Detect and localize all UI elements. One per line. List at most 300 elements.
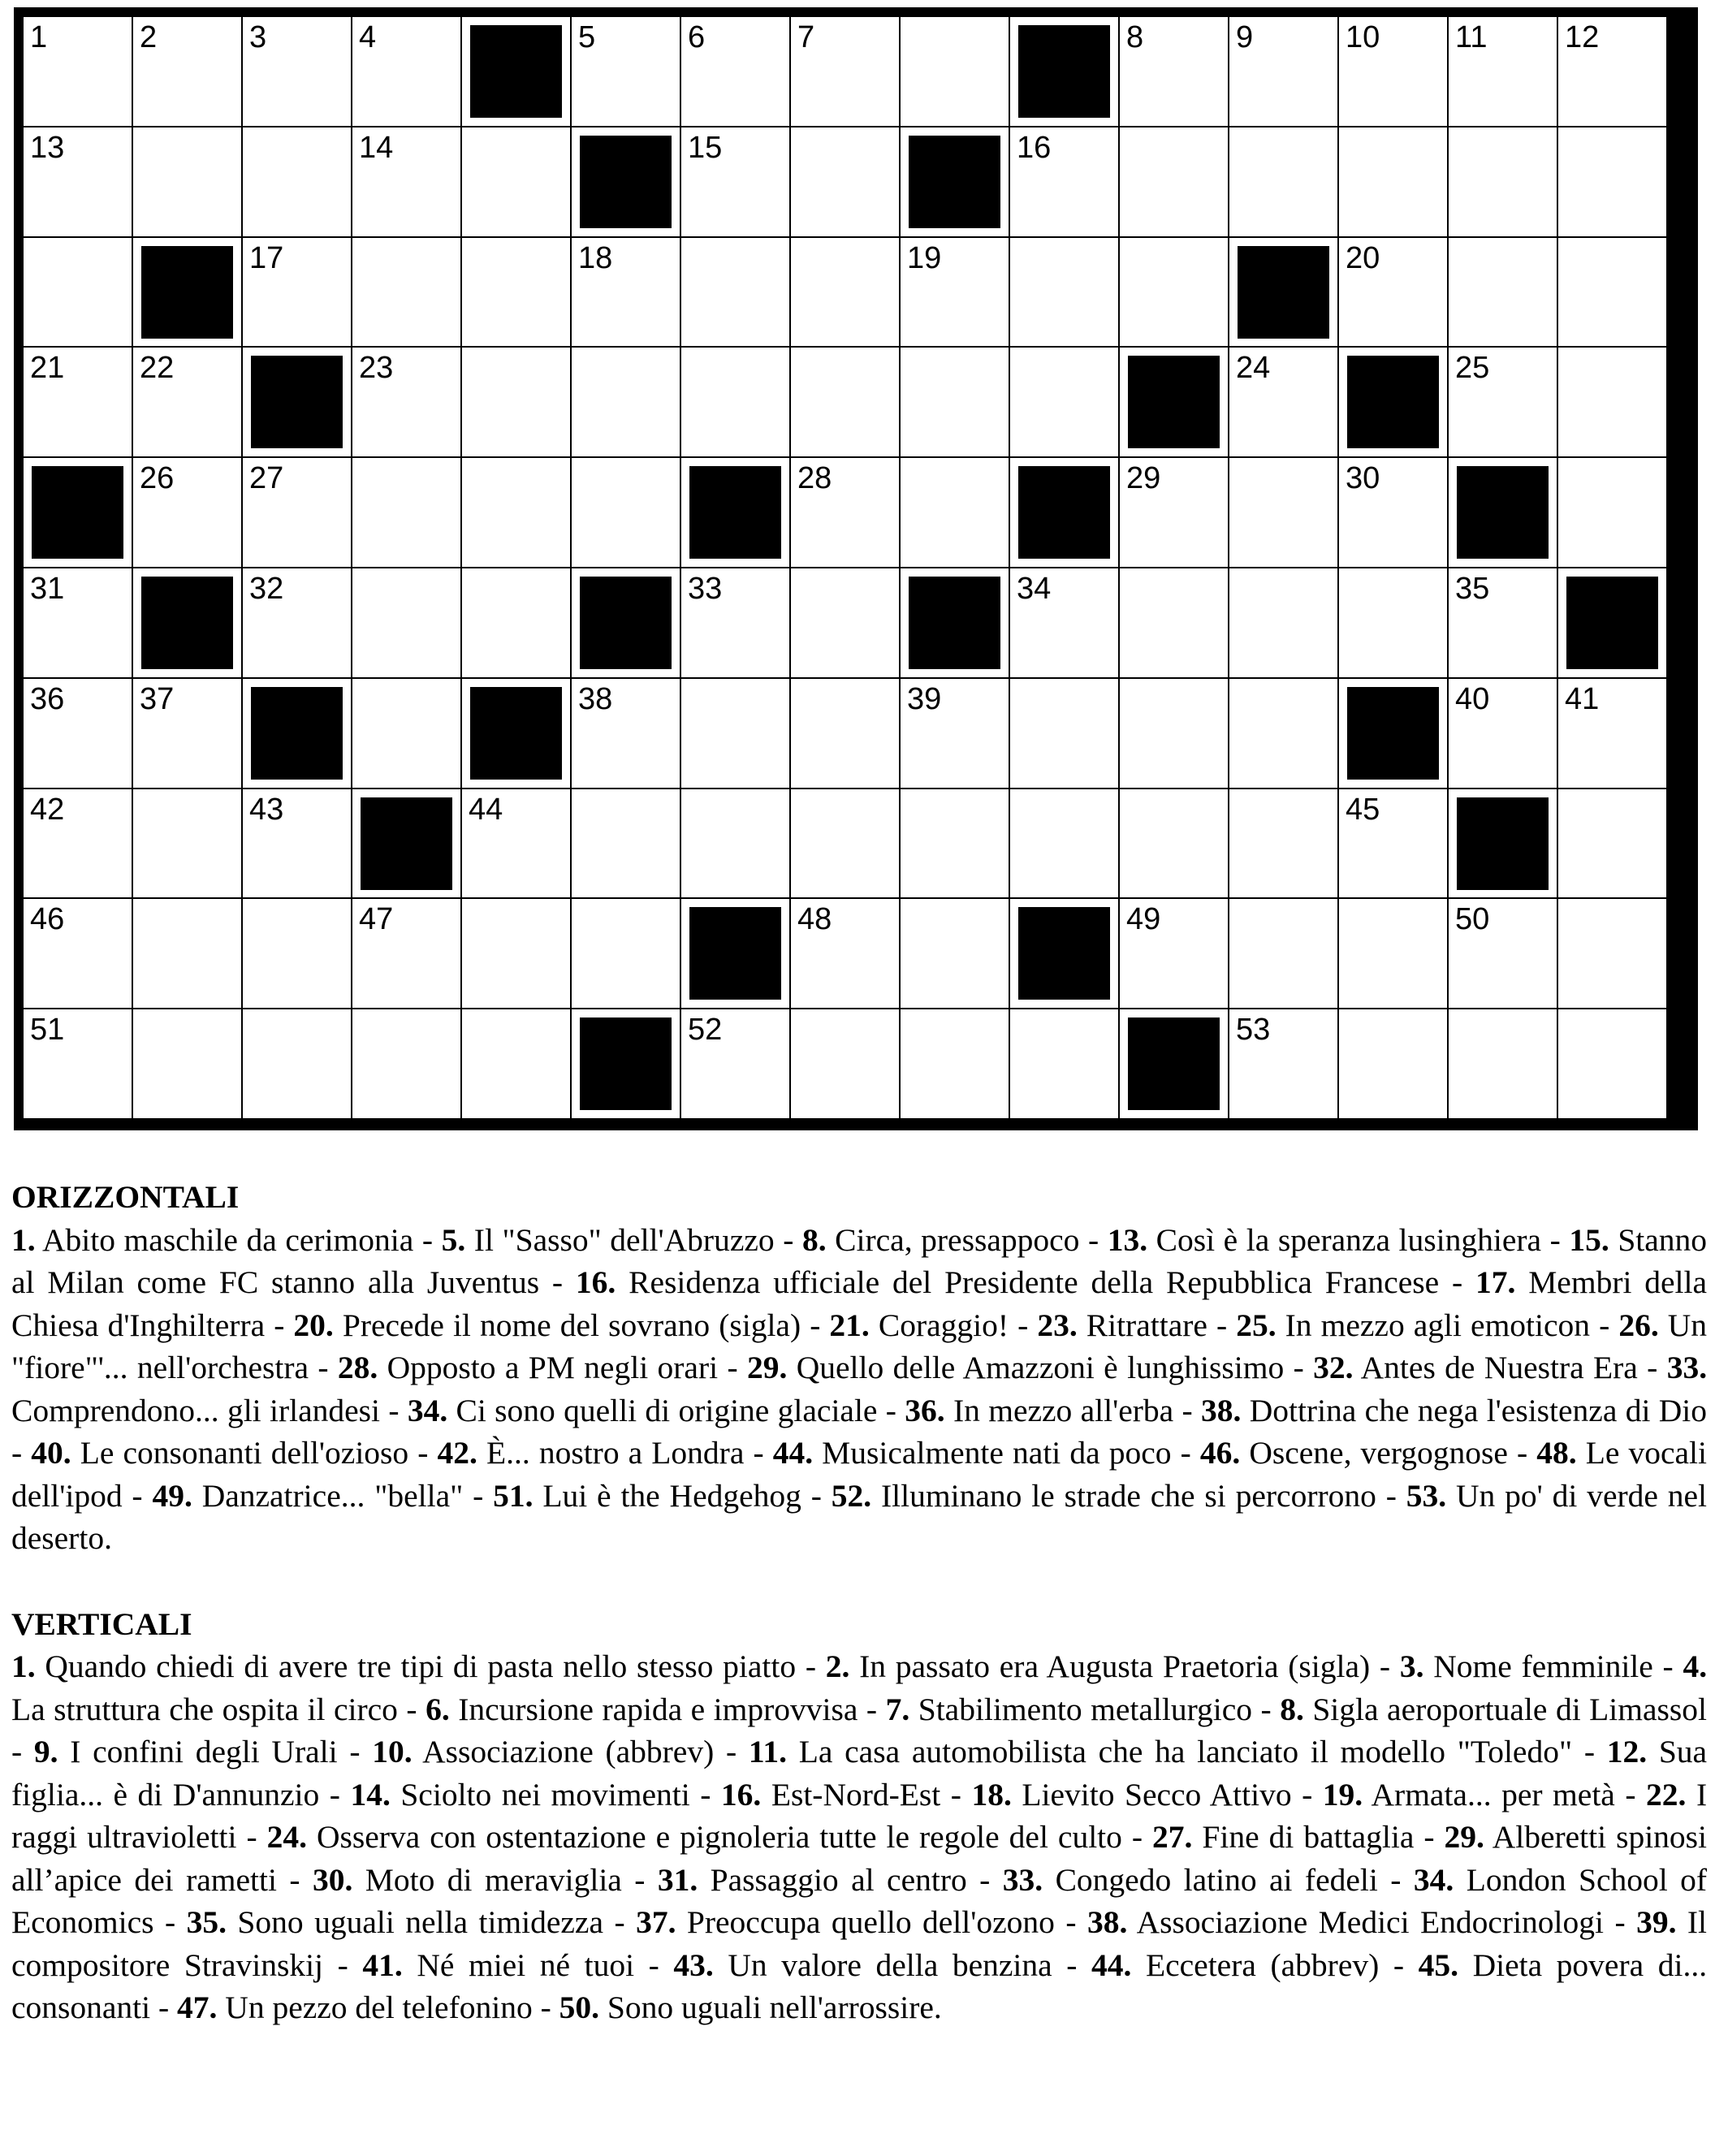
clue-text: Antes de Nuestra Era (1360, 1350, 1638, 1385)
grid-cell[interactable] (791, 17, 899, 126)
grid-cell[interactable] (243, 789, 351, 898)
clue-number: 18. (971, 1776, 1012, 1813)
clue-number: 16. (575, 1264, 616, 1300)
clue-text: Fine di battaglia (1202, 1819, 1415, 1855)
clue-number: 20. (293, 1307, 334, 1343)
clue-text: La struttura che ospita il circo (11, 1691, 398, 1727)
black-square (361, 797, 452, 890)
grid-cell[interactable] (791, 1009, 899, 1118)
cell-number: 39 (907, 681, 942, 716)
clue-text: Quello delle Amazzoni è lunghissimo (796, 1350, 1285, 1385)
grid-cell[interactable] (572, 679, 680, 788)
clue (673, 1947, 1052, 1983)
clue-text: Lui è the Hedgehog (542, 1477, 801, 1514)
black-cell (1010, 17, 1118, 126)
clue (11, 1222, 413, 1258)
grid-cell[interactable] (133, 458, 241, 567)
grid-cell[interactable] (1558, 789, 1666, 898)
clue (658, 1862, 967, 1898)
down-clues: 1. Quando chiedi di avere tre tipi di pasta nello stesso piatto - 2. In passato era Augusta Praetoria (sigla) - 3. Nome femminile - 4. La struttura che ospita il circo - 6. Incursione rapida e improvvisa - 7. Stabilimento metallurgico - 8. Sigla aeroportuale di Limassol - 9. I confini degli Urali - 10. Associazione (abbrev) - 11. La casa automobilista che ha lanciato il modello "Toledo" - 12. Sua figlia... è di D'annunzio - 14. Sciolto nei movimenti - 16. Est-Nord-Est - 18. Lievito Secco Attivo - 19. Armata... per metà - 22. I raggi ultravioletti - 24. Osserva con ostentazione e pignoleria tutte le regole del culto - 27. Fine di battaglia - 29. Alberetti spinosi all’apice dei rametti - 30. Moto di meraviglia - 31. Passaggio al centro - 33. Congedo latino ai fedeli - 34. London School of Economics - 35. Sono uguali nella timidezza - 37. Preoccupa quello dell'ozono - 38. Associazione Medici Endocrinologi - 39. Il compositore Stravinskij - 41. Né miei né tuoi - 43. Un valore della benzina - 44. Eccetera (abbrev) - 45. Dieta povera di... consonanti - 47. Un pezzo del telefonino - 50. Sono uguali nell'arrossire. (11, 1648, 1708, 2025)
clue-text: Nome femminile (1433, 1648, 1653, 1684)
grid-cell[interactable] (681, 789, 789, 898)
clue (826, 1648, 1370, 1684)
clue (1400, 1648, 1653, 1684)
black-cell (681, 899, 789, 1008)
cell-number: 17 (249, 240, 284, 275)
grid-cell[interactable] (462, 127, 570, 236)
grid-cell[interactable] (572, 789, 680, 898)
cell-number: 25 (1455, 351, 1490, 386)
clue-number: 19. (1322, 1776, 1363, 1813)
cell-number: 41 (1565, 681, 1600, 716)
grid-cell[interactable] (133, 348, 241, 456)
clue (1087, 1904, 1604, 1940)
cell-number: 52 (688, 1013, 723, 1048)
grid-cell[interactable] (24, 789, 132, 898)
grid-cell[interactable] (462, 789, 570, 898)
clue (372, 1734, 714, 1769)
black-cell (1339, 679, 1447, 788)
clue-number: 34. (1413, 1861, 1454, 1898)
clue-text: Stanno al Milan come FC stanno alla Juventus (11, 1221, 1708, 1300)
grid-cell[interactable] (1229, 17, 1337, 126)
grid-cell[interactable] (1229, 679, 1337, 788)
clue (34, 1734, 338, 1769)
clue-text: London School of Economics (11, 1861, 1708, 1940)
grid-cell[interactable] (1010, 348, 1118, 456)
clue-text: Musicalmente nati da poco (822, 1435, 1172, 1471)
black-cell (572, 127, 680, 236)
clue-number: 27. (1152, 1819, 1193, 1855)
grid-cell[interactable] (462, 238, 570, 347)
clue-text: Preoccupa quello dell'ozono (686, 1904, 1055, 1940)
grid-cell[interactable] (1120, 238, 1228, 347)
grid-cell[interactable] (243, 568, 351, 677)
grid-cell[interactable] (681, 568, 789, 677)
clue (1236, 1307, 1590, 1343)
cell-number: 42 (30, 792, 65, 827)
clue-number: 26. (1618, 1307, 1659, 1343)
clue (721, 1777, 940, 1813)
cell-number: 27 (249, 461, 284, 496)
grid-cell[interactable] (1449, 348, 1557, 456)
grid-cell[interactable] (133, 1009, 241, 1118)
clue-number: 1. (11, 1221, 36, 1258)
grid-cell[interactable] (681, 238, 789, 347)
cell-number: 2 (140, 20, 158, 54)
cell-number: 44 (469, 792, 503, 827)
clue-number: 33. (1002, 1861, 1043, 1898)
grid-cell[interactable] (1010, 127, 1118, 236)
black-square (1018, 466, 1110, 559)
black-square (141, 246, 233, 339)
black-square (1347, 356, 1439, 448)
grid-cell[interactable] (352, 17, 460, 126)
clue-number: 41. (362, 1946, 403, 1983)
grid-cell[interactable] (24, 348, 132, 456)
clue-number: 24. (266, 1819, 307, 1855)
grid-cell[interactable] (352, 458, 460, 567)
cell-number: 3 (249, 20, 267, 54)
grid-cell[interactable] (1558, 238, 1666, 347)
clue (313, 1862, 622, 1898)
grid-cell[interactable] (243, 127, 351, 236)
clue (829, 1307, 1009, 1343)
grid-cell[interactable] (352, 348, 460, 456)
grid-cell[interactable] (462, 899, 570, 1008)
clue (11, 1648, 796, 1684)
black-square (32, 466, 123, 559)
grid-cell[interactable] (572, 238, 680, 347)
grid-cell[interactable] (1229, 348, 1337, 456)
black-square (1457, 466, 1549, 559)
cell-number: 14 (359, 130, 394, 165)
cell-number: 21 (30, 351, 65, 386)
cell-number: 49 (1126, 902, 1161, 937)
grid-cell[interactable] (462, 348, 570, 456)
clue-number: 22. (1646, 1776, 1687, 1813)
grid-cell[interactable] (243, 238, 351, 347)
grid-cell[interactable] (462, 568, 570, 677)
clue-text: Moto di meraviglia (365, 1861, 622, 1898)
across-clues: 1. Abito maschile da cerimonia - 5. Il "Sasso" dell'Abruzzo - 8. Circa, pressappoco - 13. Così è la speranza lusinghiera - 15. Stanno al Milan come FC stanno alla Juventus - 16. Residenza ufficiale del Presidente della Repubblica Francese - 17. Membri della Chiesa d'Inghilterra - 20. Precede il nome del sovrano (sigla) - 21. Coraggio! - 23. Ritrattare - 25. In mezzo agli emoticon - 26. Un "fiore"'... nell'orchestra - 28. Opposto a PM negli orari - 29. Quello delle Amazzoni è lunghissimo - 32. Antes de Nuestra Era - 33. Comprendono... gli irlandesi - 34. Ci sono quelli di origine glaciale - 36. In mezzo all'erba - 38. Dottrina che nega l'esistenza di Dio - 40. Le consonanti dell'ozioso - 42. È... nostro a Londra - 44. Musicalmente nati da poco - 46. Oscene, vergognose - 48. Le vocali dell'ipod - 49. Danzatrice... "bella" - 51. Lui è the Hedgehog - 52. Illuminano le strade che si percorrono - 53. Un po' di verde nel deserto. (11, 1221, 1708, 1556)
grid-cell[interactable] (133, 17, 241, 126)
clue-text: Né miei né tuoi (417, 1946, 635, 1983)
clue-number: 53. (1406, 1477, 1447, 1514)
grid-cell[interactable] (1120, 789, 1228, 898)
cell-number: 47 (359, 902, 394, 937)
clue-text: Il compositore Stravinskij (11, 1904, 1708, 1983)
black-cell (462, 679, 570, 788)
clue-text: Circa, pressappoco (835, 1221, 1080, 1258)
cell-number: 7 (797, 20, 815, 54)
cell-number: 34 (1017, 572, 1052, 606)
clue-number: 5. (441, 1221, 466, 1258)
down-title: VERTICALI (11, 1605, 192, 1642)
grid-cell[interactable] (1229, 1009, 1337, 1118)
clue-text: Osserva con ostentazione e pignoleria tutte le regole del culto (316, 1819, 1122, 1855)
grid-cell[interactable] (791, 899, 899, 1008)
cell-number: 30 (1346, 461, 1380, 496)
grid-cell[interactable] (1449, 899, 1557, 1008)
clue (187, 1904, 603, 1940)
grid-cell[interactable] (901, 348, 1009, 456)
grid-cell[interactable] (133, 789, 241, 898)
grid-cell[interactable] (24, 127, 132, 236)
grid-cell[interactable] (133, 899, 241, 1008)
clue (338, 1350, 718, 1385)
grid-cell[interactable] (791, 238, 899, 347)
cell-number: 10 (1346, 20, 1380, 54)
cell-number: 4 (359, 20, 377, 54)
grid-cell[interactable] (1229, 458, 1337, 567)
clue-text: Lievito Secco Attivo (1022, 1776, 1292, 1813)
grid-cell[interactable] (1449, 127, 1557, 236)
grid-cell[interactable] (24, 899, 132, 1008)
clue-number: 44. (772, 1435, 814, 1471)
grid-cell[interactable] (1339, 789, 1447, 898)
clue-number: 42. (437, 1435, 477, 1471)
grid-cell[interactable] (133, 127, 241, 236)
grid-cell[interactable] (901, 238, 1009, 347)
grid-cell[interactable] (901, 679, 1009, 788)
clue-number: 1. (11, 1648, 36, 1684)
grid-cell[interactable] (791, 458, 899, 567)
clue-text: Sciolto nei movimenti (400, 1776, 690, 1813)
grid-cell[interactable] (1120, 568, 1228, 677)
black-cell (901, 568, 1009, 677)
clue-number: 33. (1666, 1350, 1708, 1385)
grid-cell[interactable] (352, 568, 460, 677)
grid-cell[interactable] (1229, 568, 1337, 677)
grid-cell[interactable] (1449, 238, 1557, 347)
grid-cell[interactable] (352, 1009, 460, 1118)
grid-cell[interactable] (24, 679, 132, 788)
grid-cell[interactable] (1339, 17, 1447, 126)
grid-cell[interactable] (352, 679, 460, 788)
clue-number: 3. (1399, 1648, 1424, 1684)
clue (1091, 1947, 1379, 1983)
clue (1323, 1777, 1615, 1813)
clue-text: La casa automobilista che ha lanciato il modello "Toledo" (798, 1734, 1573, 1769)
black-square (909, 577, 1000, 669)
clue (886, 1692, 1252, 1727)
cell-number: 24 (1236, 351, 1271, 386)
grid-cell[interactable] (1120, 899, 1228, 1008)
black-cell (1339, 348, 1447, 456)
grid-cell[interactable] (791, 568, 899, 677)
grid-cell[interactable] (681, 679, 789, 788)
black-cell (462, 17, 570, 126)
grid-cell[interactable] (901, 899, 1009, 1008)
cell-number: 16 (1017, 130, 1052, 165)
grid-cell[interactable] (572, 458, 680, 567)
grid-cell[interactable] (243, 458, 351, 567)
grid-cell[interactable] (901, 458, 1009, 567)
grid-cell[interactable] (24, 17, 132, 126)
black-cell (572, 568, 680, 677)
grid-cell[interactable] (1339, 568, 1447, 677)
clue-text: In mezzo agli emoticon (1285, 1307, 1591, 1343)
grid-cell[interactable] (462, 1009, 570, 1118)
clue-number: 2. (825, 1648, 850, 1684)
clues-panel (11, 1176, 1707, 2029)
grid-cell[interactable] (901, 789, 1009, 898)
black-square (689, 907, 781, 1000)
grid-cell[interactable] (1120, 17, 1228, 126)
cell-number: 45 (1346, 792, 1380, 827)
grid-cell[interactable] (1449, 568, 1557, 677)
grid-cell[interactable] (681, 127, 789, 236)
cell-number: 1 (30, 20, 48, 54)
grid-cell[interactable] (1449, 679, 1557, 788)
clue-number: 9. (33, 1734, 58, 1769)
clue (438, 1435, 745, 1471)
grid-cell[interactable] (681, 1009, 789, 1118)
grid-cell[interactable] (24, 238, 132, 347)
clue-text: Est-Nord-Est (771, 1776, 941, 1813)
clue-text: Incursione rapida e improvvisa (458, 1691, 858, 1727)
clue-text: Sono uguali nella timidezza (237, 1904, 603, 1940)
cell-number: 53 (1236, 1013, 1271, 1048)
black-square (1347, 687, 1439, 780)
black-cell (133, 238, 241, 347)
clue-text: Sigla aeroportuale di Limassol (1312, 1691, 1708, 1727)
clue (350, 1777, 689, 1813)
black-cell (1449, 458, 1557, 567)
grid-cell[interactable] (1010, 789, 1118, 898)
cell-number: 35 (1455, 572, 1490, 606)
clue (267, 1819, 1122, 1855)
grid-cell[interactable] (791, 348, 899, 456)
grid-cell[interactable] (352, 238, 460, 347)
clue-number: 29. (746, 1350, 788, 1385)
grid-cell[interactable] (901, 17, 1009, 126)
clue-text: Residenza ufficiale del Presidente della Repubblica Francese (629, 1264, 1440, 1300)
clue-number: 47. (177, 1990, 218, 2025)
grid-cell[interactable] (1010, 1009, 1118, 1118)
cell-number: 13 (30, 130, 65, 165)
grid-cell[interactable] (352, 127, 460, 236)
grid-cell[interactable] (572, 899, 680, 1008)
black-cell (24, 458, 132, 567)
grid-cell[interactable] (1010, 568, 1118, 677)
grid-cell[interactable] (1339, 127, 1447, 236)
grid-cell[interactable] (1010, 679, 1118, 788)
grid-cell[interactable] (681, 348, 789, 456)
clue-number: 36. (905, 1392, 945, 1428)
grid-cell[interactable] (1339, 1009, 1447, 1118)
clue-number: 21. (829, 1307, 870, 1343)
grid-cell[interactable] (1558, 127, 1666, 236)
black-cell (243, 679, 351, 788)
grid-cell[interactable] (1558, 458, 1666, 567)
clue-number: 28. (337, 1350, 378, 1385)
clue (773, 1435, 1172, 1471)
grid-cell[interactable] (1558, 1009, 1666, 1118)
cell-number: 18 (578, 240, 613, 275)
grid-cell[interactable] (1558, 899, 1666, 1008)
grid-cell[interactable] (1120, 458, 1228, 567)
black-cell (352, 789, 460, 898)
black-square (1018, 907, 1110, 1000)
grid-cell[interactable] (1120, 679, 1228, 788)
grid-cell[interactable] (1449, 1009, 1557, 1118)
clue (1313, 1350, 1638, 1385)
clue (905, 1393, 1173, 1428)
clue-text: Danzatrice... "bella" (201, 1477, 464, 1514)
clue (832, 1478, 1376, 1514)
grid-cell[interactable] (1339, 238, 1447, 347)
black-cell (572, 1009, 680, 1118)
grid-cell[interactable] (681, 17, 789, 126)
grid-cell[interactable] (1449, 17, 1557, 126)
grid-cell[interactable] (1558, 679, 1666, 788)
grid-cell[interactable] (572, 17, 680, 126)
grid-cell[interactable] (901, 1009, 1009, 1118)
clue-text: Dottrina che nega l'esistenza di Dio (1249, 1392, 1707, 1428)
grid-cell[interactable] (352, 899, 460, 1008)
grid-cell[interactable] (24, 1009, 132, 1118)
black-cell (1229, 238, 1337, 347)
clue (747, 1350, 1284, 1385)
grid-cell[interactable] (243, 899, 351, 1008)
black-square (580, 136, 672, 228)
clue (177, 1990, 533, 2025)
cell-number: 38 (578, 681, 613, 716)
black-square (1457, 797, 1549, 890)
grid-cell[interactable] (1558, 348, 1666, 456)
clue-number: 6. (426, 1691, 450, 1727)
cell-number: 5 (578, 20, 596, 54)
clue-text: Membri della Chiesa d'Inghilterra (11, 1264, 1708, 1343)
cell-number: 8 (1126, 20, 1144, 54)
clue-text: Un "fiore"'... nell'orchestra (11, 1307, 1708, 1385)
clue-text: In mezzo all'erba (953, 1392, 1174, 1428)
grid-cell[interactable] (1558, 17, 1666, 126)
clue-text: Eccetera (abbrev) (1145, 1946, 1380, 1983)
clue-text: Ritrattare (1086, 1307, 1207, 1343)
clue-number: 34. (407, 1392, 448, 1428)
black-square (251, 687, 343, 780)
clue-text: Le vocali dell'ipod (11, 1435, 1707, 1514)
grid-cell[interactable] (791, 679, 899, 788)
grid-cell[interactable] (791, 789, 899, 898)
clue (749, 1734, 1572, 1769)
black-square (470, 25, 562, 118)
clue-text: Così è la speranza lusinghiera (1156, 1221, 1542, 1258)
cell-number: 36 (30, 681, 65, 716)
black-cell (901, 127, 1009, 236)
cell-number: 22 (140, 351, 175, 386)
grid-cell[interactable] (1339, 458, 1447, 567)
grid-cell[interactable] (24, 568, 132, 677)
section-gap (11, 1560, 1707, 1603)
across-title: ORIZZONTALI (11, 1179, 240, 1215)
black-square (251, 356, 343, 448)
clue-number: 31. (657, 1861, 698, 1898)
grid-cell[interactable] (462, 458, 570, 567)
grid-cell[interactable] (1010, 238, 1118, 347)
clue-number: 38. (1086, 1904, 1128, 1940)
black-square (141, 577, 233, 669)
clue-text: Comprendono... gli irlandesi (11, 1392, 380, 1428)
grid-cell[interactable] (1229, 789, 1337, 898)
clue (408, 1393, 878, 1428)
cell-number: 31 (30, 572, 65, 606)
grid-cell[interactable] (1339, 899, 1447, 1008)
clue (1280, 1692, 1707, 1727)
clue-number: 40. (31, 1435, 71, 1471)
grid-cell[interactable] (1229, 899, 1337, 1008)
clue-number: 16. (720, 1776, 762, 1813)
cell-number: 40 (1455, 681, 1490, 716)
clue (293, 1307, 801, 1343)
grid-cell[interactable] (133, 679, 241, 788)
clue-text: Coraggio! (878, 1307, 1009, 1343)
clue-number: 48. (1536, 1435, 1577, 1471)
grid-cell[interactable] (1229, 127, 1337, 236)
clue (362, 1947, 634, 1983)
grid-cell[interactable] (791, 127, 899, 236)
grid-cell[interactable] (1120, 127, 1228, 236)
cell-number: 15 (688, 130, 723, 165)
clue (1003, 1862, 1378, 1898)
grid-cell[interactable] (243, 17, 351, 126)
grid-cell[interactable] (572, 348, 680, 456)
grid-cell[interactable] (243, 1009, 351, 1118)
clue-text: Precede il nome del sovrano (sigla) (342, 1307, 801, 1343)
